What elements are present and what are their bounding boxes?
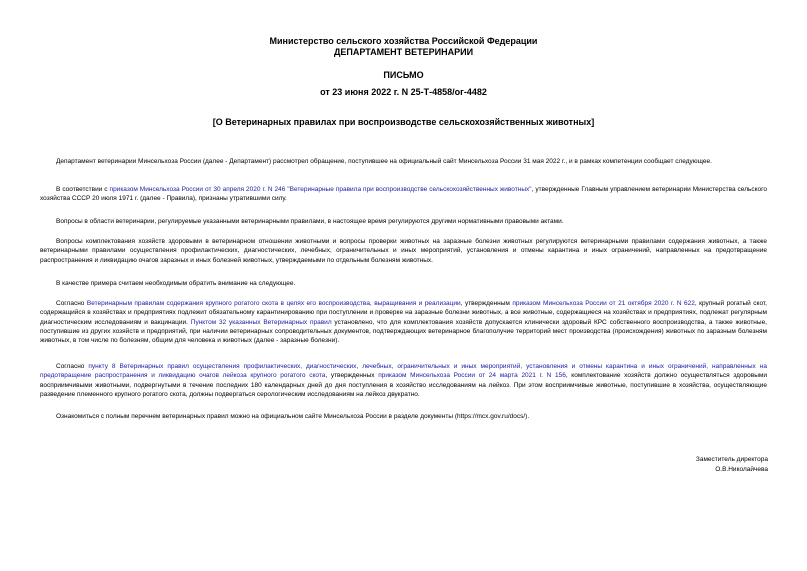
paragraph-7-text-c: , комплектование хозяйств должно осуществляться здоровыми восприимчивыми животными, подвергнутыми в течение последних 180 календарных дней до дня поступления в хозяйство исследованиям на лейкоз. При этом восприимчивые животные, поступившие в хозяйства, осуществляющие разведение племенного крупного рогатого скота, должны подвергаться серологическим исследованиям на лейкоз двукратно. xyxy=(40,372,767,398)
paragraph-1: Департамент ветеринарии Минсельхоза России (далее - Департамент) рассмотрел обращение, поступившее на официальный сайт Минсельхоза России 31 мая 2022 г., и в рамках компетенции сообщает следующее. xyxy=(56,158,712,165)
document-subject: [О Ветеринарных правилах при воспроизводстве сельскохозяйственных животных] xyxy=(212,117,595,127)
order-622-link[interactable]: приказом Минсельхоза России от 21 октября 2020 г. N 622 xyxy=(512,300,695,307)
paragraph-6-text-c: , крупный рогатый скот, содержащийся в хозяйствах и предприятиях подлежит обязательному карантинированию при поступлении и проверке на заразные болезни животных, а все животные, содержащиеся на хозяйствах и предприятиях, подлежат регулярным диагностическим исследованиям и вакцинации. xyxy=(40,300,767,326)
order-246-link[interactable]: приказом Минсельхоза России от 30 апреля 2020 г. N 246 "Ветеринарные правила при воспроизводстве сельскохозяйственных животных" xyxy=(109,186,532,193)
paragraph-6 xyxy=(40,299,767,345)
department-title: ДЕПАРТАМЕНТ ВЕТЕРИНАРИИ xyxy=(333,47,474,57)
paragraph-6-text-a: Согласно xyxy=(56,300,87,307)
ministry-title: Министерство сельского хозяйства Российской Федерации xyxy=(269,36,538,46)
clause-32-link[interactable]: Пунктом 32 указанных Ветеринарных правил xyxy=(190,318,332,326)
paragraph-4: Вопросы комплектования хозяйств здоровыми в ветеринарном отношении животными и вопросы проверки животных на заразные болезни животных регулируются ветеринарными правилами содержания животных, а также ветеринарными правилами осуществления профилактических, диагностических, лечебных, ограничительных и иных мероприятий, установления и отмены карантина и иных ограничений, направленных на предотвращение распространения и ликвидацию очагов заразных и иных болезней животных, утверждаемыми по отдельным болезням животных. xyxy=(40,238,767,264)
paragraph-5: В качестве примера считаем необходимым обратить внимание на следующее. xyxy=(56,280,296,287)
cattle-rules-link[interactable]: Ветеринарным правилам содержания крупного рогатого скота в целях его воспроизводства, выращивания и реализации xyxy=(86,300,461,307)
paragraph-3: Вопросы в области ветеринарии, регулируемые указанными ветеринарными правилами, в настоящее время регулируются другими нормативными правовыми актами. xyxy=(56,218,564,225)
signature-name: О.В.Николайчева xyxy=(715,466,768,473)
leukosis-rules-link[interactable]: пункту 8 Ветеринарных правил осуществления профилактических, диагностических, лечебных, ограничительных и иных мероприятий, установления и отмены карантина и иных ограничений, направленных на предотвращение распространения и ликвидацию очагов лейкоза крупного рогатого скота xyxy=(40,363,767,380)
paragraph-2-text-b: , утвержденные Главным управлением ветеринарии Министерства сельского хозяйства СССР 20 июля 1971 г. (далее - Правила), признаны утратившими силу. xyxy=(40,186,768,203)
document-date-number: от 23 июня 2022 г. N 25-Т-4858/ог-4482 xyxy=(320,87,487,97)
paragraph-6-text-b: , утвержденным xyxy=(460,300,513,307)
order-156-link[interactable]: приказом Минсельхоза России от 24 марта 2021 г. N 156 xyxy=(378,372,566,380)
paragraph-8: Ознакомиться с полным перечнем ветеринарных правил можно на официальном сайте Минсельхоза России в разделе документы (https://mcx.gov.ru/docs/). xyxy=(56,413,530,420)
document-type: ПИСЬМО xyxy=(383,70,424,80)
paragraph-7-text-a: Согласно xyxy=(56,363,89,370)
paragraph-7-text-b: , утвержденных xyxy=(325,372,379,380)
paragraph-6-text-d: установлено, что для комплектования хозяйств допускается клинически здоровый КРС собственного воспроизводства, а также животные, поступившие из других хозяйств и предприятий, при наличии ветеринарных сопроводительных документов, подтверждающих ветеринарное благополучие территорий мест производства (происхождения) животных по заразным болезням животных, в том числе по болезням, общим для человека и животных (далее - заразные болезни). xyxy=(40,318,767,345)
paragraph-2 xyxy=(40,185,767,204)
paragraph-2-text-a: В соответствии с xyxy=(56,186,110,193)
signature-position: Заместитель директора xyxy=(695,456,768,463)
paragraph-7 xyxy=(40,362,767,399)
